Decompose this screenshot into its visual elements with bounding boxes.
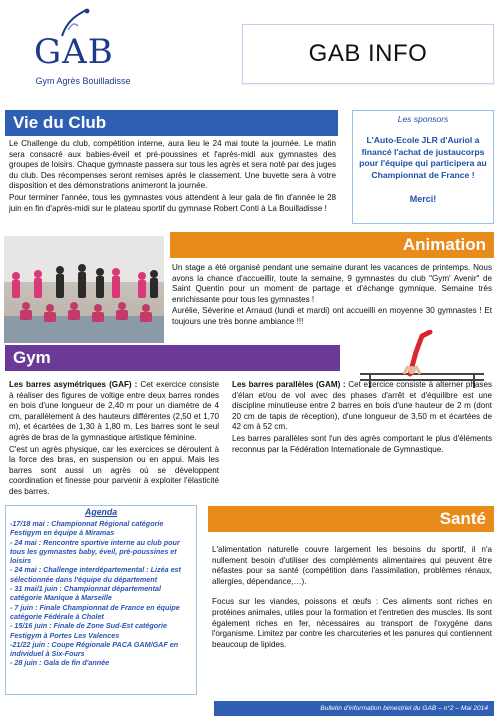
gym-asymmetric-bars-text-2: C'est un agrès physique, car les exercices se déroulent à la force des bras, en suspension ou en appui. Mais les barres sont aussi un agrès où se développent coordination et finesse pour parvenir à exploiter l'élasticité des barres. (9, 444, 219, 496)
gym-parallel-bars-text: Cet exercice consiste à alterner phases d'élan et/ou de vol avec des phases d'arrêt et d'équilibre est une discipline minutieuse entre 2 barres en bois d'une hauteur de 2 m (dont 20 cm de tapis de réception), d'une longueur de 3,50 m et écartées de 42 cm à 52 cm. (232, 380, 492, 432)
group-photo-image (4, 236, 164, 343)
agenda-item: - 24 mai : Rencontre sportive interne au club pour tous les gymnastes baby, éveil, pré-poussines et loisirs (10, 537, 180, 566)
sante-paragraph-2: Focus sur les viandes, poissons et œufs : Ces aliments sont riches en protéines animales, utiles pour la formation et l'entretien des muscles. Ils sont également riches en fer, nécessaires au transport de l'oxygène dans l'organisme. Limitez par contre les charcuteries et les panures qui contiennent beaucoup de lipides. (212, 597, 492, 649)
agenda-item: - 31 mai/1 juin : Championnat départemental catégorie Manique à Marseille (10, 584, 161, 603)
gym-left-column (9, 380, 219, 498)
vie-du-club-paragraph-1: Le Challenge du club, compétition interne, aura lieu le 24 mai toute la journée. Le matin sera consacré aux babies-éveil et pré-poussines et l'après-midi aux gymnastes des groupes de loisirs. Chaque gymnaste passera sur tous les agrès et sera noté par des juges du club. Des récompenses seront remises après le classement. Une buvette sera à votre disposition et des démonstrations animeront la journée. (9, 139, 336, 191)
agenda-box (5, 505, 197, 695)
page-title: GAB INFO (308, 40, 428, 67)
logo-letters: GAB (34, 32, 114, 72)
gym-asymmetric-bars-title: Les barres asymétriques (GAF) : (9, 380, 138, 389)
section-header-sante: Santé (208, 506, 494, 532)
sponsors-thanks: Merci! (409, 194, 437, 204)
sante-paragraph-1: L'alimentation naturelle couvre largement les besoins du sportif, il n'a nullement besoin d'utiliser des compléments alimentaires qui peuvent être néfastes pour sa santé (compétition dans l'assimilation, problèmes rénaux, allergies, dépendance,…). (212, 545, 492, 586)
logo-tagline: Gym Agrès Bouilladisse (35, 76, 131, 86)
animation-paragraph-2: Aurélie, Séverine et Arnaud (lundi et mardi) ont accueilli en moyenne 30 gymnastes ! Et toujours une très bonne ambiance !!! (172, 306, 492, 326)
gym-asymmetric-bars-text: Cet exercice consiste à réaliser des figures de voltige entre deux barres rondes en bois d'une longueur de 2,40 m pour un diamètre de 4 cm, parallèlement à des hauteurs différentes (2,50 et 1,70 m), et écartées de 1,30 à 1,80 m. Les barres sont le seul agrès de bras de la gymnastique artistique féminine. (9, 380, 220, 442)
agenda-item: - 28 juin : Gala de fin d'année (10, 658, 110, 668)
animation-paragraph-1: Un stage a été organisé pendant une semaine durant les vacances de printemps. Nous avons la chance d'accueillir, toute la semaine, 9 gymnastes du club "Gym' Avenir" de Saint Quentin pour un moment de partage et d'échange gymnique. Semaine très enrichissante pour tous les gymnastes ! (172, 263, 492, 304)
section-header-animation: Animation (170, 232, 494, 258)
gym-right-column (232, 380, 492, 455)
sponsors-header: Les sponsors (397, 114, 449, 124)
vie-du-club-text (9, 139, 336, 214)
gym-parallel-bars-title: Les barres parallèles (GAM) : (232, 380, 346, 389)
animation-text (172, 263, 492, 328)
group-photo (4, 236, 164, 343)
gym-parallel-bars-text-2: Les barres parallèles sont l'un des agrès comportant le plus d'éléments reconnus par la Fédération Internationale de Gymnastique. (232, 433, 492, 454)
agenda-item: -21/22 juin : Coupe Régionale PACA GAM/GAF en individuel à Six-Fours (10, 639, 179, 659)
agenda-item: - 7 juin : Finale Championnat de France en équipe catégorie Fédérale à Cholet (10, 602, 180, 621)
sponsors-text: L'Auto-Ecole JLR d'Auriol a financé l'achat de justaucorps pour l'équipe qui participera au Championnat de France ! (359, 135, 487, 180)
agenda-item: -17/18 mai : Championnat Régional catégorie Festigym en équipe à Miramas (10, 519, 164, 538)
agenda-item: - 24 mai : Challenge interdépartemental : Lizéa est sélectionnée dans l'équipe du département (10, 565, 181, 584)
section-header-gym: Gym (5, 345, 340, 371)
section-header-vie-du-club: Vie du Club (5, 110, 338, 136)
agenda-item: - 15/16 juin : Finale de Zone Sud-Est catégorie Festigym à Portes Les Valences (10, 621, 167, 640)
sponsors-box (352, 110, 494, 224)
agenda-list (6, 519, 196, 668)
club-logo (28, 8, 131, 88)
title-box (242, 24, 494, 84)
sante-text (212, 545, 492, 650)
agenda-header: Agenda (84, 507, 118, 517)
vie-du-club-paragraph-2: Pour terminer l'année, tous les gymnastes vous attendent à leur gala de fin d'année le 28 juin en fin d'après-midi sur le plateau sportif du gymnase Robert Conti à La Bouilladisse ! (9, 192, 336, 213)
footer-bar: Bulletin d'information bimestriel du GAB – n°2 – Mai 2014 (214, 701, 494, 716)
